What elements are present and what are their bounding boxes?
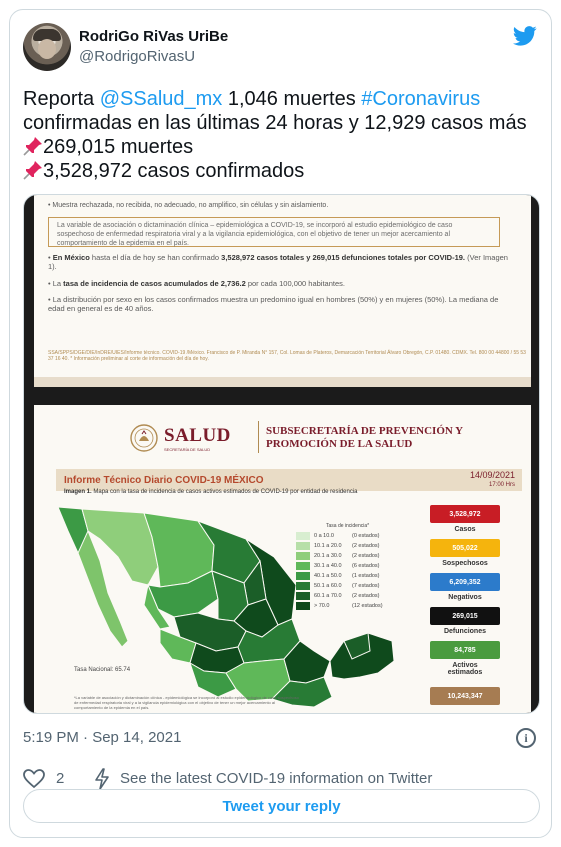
report-date [470, 470, 515, 490]
legend-row [296, 591, 383, 601]
stat-activos: 84,785 [430, 641, 500, 659]
legend-range: 0 a 10.0 [314, 533, 334, 539]
legend-count: (2 estados) [352, 553, 380, 559]
legend-swatch [296, 602, 310, 610]
legend-title: Tasa de incidencia* [326, 523, 370, 529]
report-hour: 17:00 Hrs [488, 482, 515, 488]
cases-text: 3,528,972 casos confirmados [43, 160, 305, 182]
legend-row [296, 581, 383, 591]
legend-count: (2 estados) [352, 543, 380, 549]
legend-range: > 70.0 [314, 603, 330, 609]
legend-row [296, 541, 383, 551]
tasa-nacional: Tasa Nacional: 65.74 [74, 667, 131, 673]
tweet-reply-button[interactable]: Tweet your reply [23, 789, 540, 823]
mention-link[interactable]: @SSalud_mx [99, 88, 223, 110]
deaths-text: 269,015 muertes [43, 136, 194, 158]
tweet-line-1-prefix: Reporta [23, 88, 100, 110]
legend-row [296, 601, 383, 611]
doc-bullet-2: • La tasa de incidencia de casos acumulados de 2,736.2 por cada 100,000 habitantes. [48, 279, 345, 288]
header-divider [258, 421, 259, 453]
author-handle[interactable]: @RodrigoRivasU [79, 48, 196, 65]
legend-row [296, 561, 383, 571]
tweet-text [23, 87, 543, 183]
report-title: Informe Técnico Diario COVID-19 MÉXICO [64, 475, 264, 486]
stat-defunciones-label: Defunciones [443, 628, 486, 635]
tweet-line-3 [23, 135, 543, 159]
doc-top-line: • Muestra rechazada, no recibida, no adecuado, no amplifico, sin células y sin aislamiento. [48, 202, 329, 209]
doc-note-box: La variable de asociación o dictaminación clínica – epidemiológica a COVID-19, se incorporó al estudio epidemiológico de caso sospechoso de enfermedad respiratoria viral y a la vigilancia epidemiológica, con el objetivo de tener un mejor acercamiento al comportamiento de la epidemia en el país. [48, 217, 500, 247]
salud-logo-subtitle: SECRETARÍA DE SALUD [164, 447, 211, 452]
legend-swatch [296, 592, 310, 600]
doc-bullet-1-d: (Ver Imagen 1). [48, 253, 508, 271]
legend-count: (6 estados) [352, 563, 380, 569]
stat-total: 10,243,347 [430, 687, 500, 705]
legend-swatch [296, 572, 310, 580]
doc-bullet-1-a: En México [52, 253, 90, 262]
stat-sospechosos: 505,022 [430, 539, 500, 557]
pushpin-icon [23, 136, 43, 156]
legend-row [296, 551, 383, 561]
hashtag-link[interactable]: #Coronavirus [361, 88, 481, 110]
map-caption [64, 489, 358, 495]
doc-bullet-2-a: La [52, 279, 64, 288]
legend-swatch [296, 582, 310, 590]
legend-count: (0 estados) [352, 533, 380, 539]
legend-swatch [296, 552, 310, 560]
legend-swatch [296, 542, 310, 550]
stat-negativos: 6,209,352 [430, 573, 500, 591]
tweet-media[interactable] [23, 194, 540, 714]
tweet-timestamp[interactable]: 5:19 PM · Sep 14, 2021 [23, 729, 182, 746]
legend-count: (7 estados) [352, 583, 380, 589]
pushpin-icon [23, 160, 43, 180]
map-caption-label: Imagen 1. [64, 489, 92, 495]
avatar-face [38, 39, 56, 59]
legend-row [296, 531, 383, 541]
salud-logo-word: SALUD [164, 425, 231, 446]
doc-bullet-1-b: hasta el día de hoy se han confirmado [89, 253, 222, 262]
twitter-bird-icon[interactable] [513, 26, 537, 46]
legend-range: 50.1 a 60.0 [314, 583, 342, 589]
author-avatar[interactable] [23, 23, 71, 71]
doc-bullet-2-c: por cada 100,000 habitantes. [245, 279, 345, 288]
stat-casos: 3,528,972 [430, 505, 500, 523]
author-display-name[interactable]: RodriGo RiVas UriBe [79, 28, 229, 45]
legend-count: (1 estados) [352, 573, 380, 579]
map-footnote: *La variable de asociación y dictaminación clínica - epidemiológica se incorporó al estudio epidemiológico de caso sospechoso de enfermedad respiratoria viral y a la vigilancia epidemiológica con el objetivo de tener un mejor acercamiento al comportamiento de la epidemia en el país. [74, 695, 299, 710]
doc-bullet-3-text: La distribución por sexo en los casos confirmados muestra un predomino igual en hombres (50%) y en mujeres (50%). La mediana de edad en general es de 40 años. [48, 295, 499, 313]
document-image[interactable] [34, 195, 531, 387]
info-icon[interactable]: i [516, 728, 536, 748]
mexico-eagle-emblem-icon [130, 423, 158, 453]
subsecretaria-title [266, 425, 463, 451]
legend-range: 40.1 a 50.0 [314, 573, 342, 579]
stat-activos-label: Activos estimados [447, 662, 483, 676]
legend-range: 20.1 a 30.0 [314, 553, 342, 559]
tweet-card [9, 9, 552, 838]
doc-bullet-1-c: 3,528,972 casos totales y 269,015 defunciones totales por COVID-19. [221, 253, 466, 262]
tweet-line-2: confirmadas en las últimas 24 horas y 12,929 casos más [23, 112, 527, 134]
doc-bullet-3: • La distribución por sexo en los casos confirmados muestra un predomino igual en hombres (50%) y en mujeres (50%). La mediana de edad en general es de 40 años. [48, 295, 499, 313]
subsecretaria-line-1: SUBSECRETARÍA DE PREVENCIÓN Y [266, 425, 464, 437]
tweet-line-1 [23, 87, 543, 111]
map-caption-text: Mapa con la tasa de incidencia de casos activos estimados de COVID-19 por entidad de residencia [91, 489, 358, 495]
tweet-line-1-mid: 1,046 muertes [222, 88, 362, 110]
stat-casos-label: Casos [454, 526, 476, 533]
map-legend [296, 523, 383, 611]
doc-bullet-1: • En México hasta el día de hoy se han confirmado 3,528,972 casos totales y 269,015 defunciones totales por COVID-19. (Ver Imagen 1). [48, 253, 508, 271]
stat-negativos-label: Negativos [448, 594, 482, 601]
doc-address: SSA/SPPS/DGE/DIE/InDRE/UIES/Informe técnico. COVID-19 /México. Francisco de P. Miranda N° 157, Col. Lomas de Plateros, Demarcación Territorial Álvaro Obregón, C.P. 01480. CDMX. Tel. 800 00 44800 / 55 53 37 16 40. * Información preliminar al corte de información del día de hoy. [48, 350, 526, 362]
covid-info-link[interactable]: See the latest COVID-19 information on Twitter [120, 770, 433, 787]
legend-swatch [296, 532, 310, 540]
legend-row [296, 571, 383, 581]
legend-count: (2 estados) [352, 593, 380, 599]
legend-count: (12 estados) [352, 603, 383, 609]
legend-range: 30.1 a 40.0 [314, 563, 342, 569]
like-count[interactable]: 2 [56, 770, 65, 787]
stat-defunciones: 269,015 [430, 607, 500, 625]
report-image[interactable] [34, 405, 531, 714]
report-date-value: 14/09/2021 [469, 470, 515, 480]
doc-footer-stripe [34, 377, 531, 387]
heart-icon[interactable] [23, 769, 45, 789]
lightning-bolt-icon [92, 768, 112, 790]
subsecretaria-line-2: PROMOCIÓN DE LA SALUD [266, 438, 413, 450]
doc-bullet-2-b: tasa de incidencia de casos acumulados de 2,736.2 [63, 279, 246, 288]
legend-range: 10.1 a 20.0 [314, 543, 342, 549]
legend-range: 60.1 a 70.0 [314, 593, 342, 599]
legend-swatch [296, 562, 310, 570]
stat-sospechosos-label: Sospechosos [442, 560, 488, 567]
tweet-line-4 [23, 159, 543, 183]
